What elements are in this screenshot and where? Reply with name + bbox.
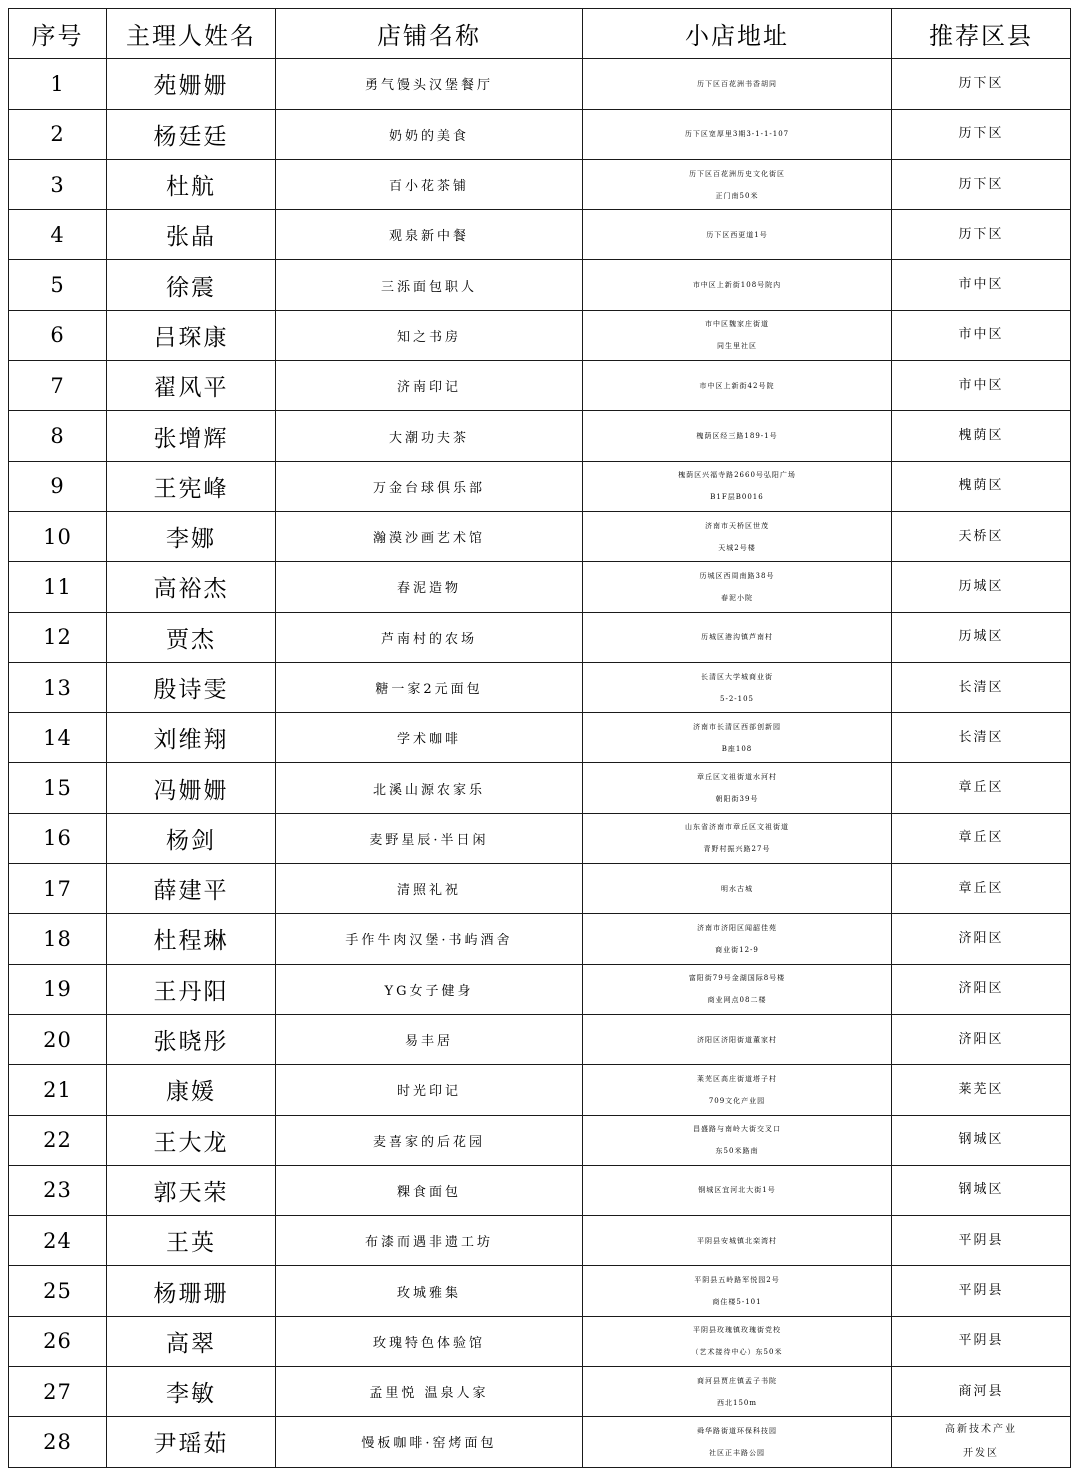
cell-serial-number: 10 xyxy=(9,511,107,561)
cell-shop-address xyxy=(583,1065,892,1115)
cell-serial-number: 4 xyxy=(9,210,107,260)
address-line: 西北150m xyxy=(717,1398,757,1407)
header-row xyxy=(9,9,1071,59)
cell-shop-address xyxy=(583,1014,892,1064)
cell-district xyxy=(892,511,1071,561)
address-line: 平阴县玫瑰镇玫瑰街党校 xyxy=(693,1326,781,1335)
cell-serial-number: 3 xyxy=(9,159,107,209)
cell-shop-address xyxy=(583,109,892,159)
district-line: 历城区 xyxy=(958,629,1004,645)
cell-district xyxy=(892,361,1071,411)
cell-shop-name: 芦南村的农场 xyxy=(276,612,583,662)
table-row xyxy=(9,914,1071,964)
address-line: 春泥小院 xyxy=(721,593,753,602)
table-row xyxy=(9,612,1071,662)
address-line: B座108 xyxy=(721,744,753,753)
cell-shop-name: 百小花茶铺 xyxy=(276,159,583,209)
table-row xyxy=(9,310,1071,360)
cell-shop-name: 勇气馒头汉堡餐厅 xyxy=(276,59,583,109)
address-line: 历下区百花洲书香胡同 xyxy=(697,79,777,88)
cell-shop-name: 观泉新中餐 xyxy=(276,210,583,260)
shop-list-table xyxy=(8,8,1071,1468)
cell-owner-name: 尹瑶茹 xyxy=(107,1417,276,1467)
cell-serial-number: 25 xyxy=(9,1266,107,1316)
cell-district xyxy=(892,562,1071,612)
cell-serial-number: 24 xyxy=(9,1216,107,1266)
district-line: 历下区 xyxy=(958,75,1004,91)
cell-shop-address xyxy=(583,1216,892,1266)
cell-shop-address xyxy=(583,1367,892,1417)
header-shop-name: 店铺名称 xyxy=(276,9,583,59)
header-serial-number: 序号 xyxy=(9,9,107,59)
address-line: 历城区港沟镇芦南村 xyxy=(701,633,773,642)
cell-owner-name: 刘维翔 xyxy=(107,713,276,763)
cell-serial-number: 12 xyxy=(9,612,107,662)
address-line: 济南市天桥区世茂 xyxy=(705,521,769,530)
cell-owner-name: 高裕杰 xyxy=(107,562,276,612)
cell-shop-name: 北溪山源农家乐 xyxy=(276,763,583,813)
cell-shop-name: 布漆而遇非遗工坊 xyxy=(276,1216,583,1266)
cell-serial-number: 1 xyxy=(9,59,107,109)
district-line: 历下区 xyxy=(958,176,1004,192)
table-row xyxy=(9,1367,1071,1417)
table-header xyxy=(9,9,1071,59)
address-line: B1F层B0016 xyxy=(710,493,764,502)
cell-shop-address xyxy=(583,1165,892,1215)
address-line: 社区正丰路公园 xyxy=(709,1448,765,1457)
address-line: 槐荫区兴福寺路2660号弘阳广场 xyxy=(678,471,796,480)
cell-district xyxy=(892,260,1071,310)
address-line: 莱芜区高庄街道塔子村 xyxy=(697,1074,777,1083)
cell-shop-address xyxy=(583,864,892,914)
district-line: 平阴县 xyxy=(958,1283,1004,1299)
address-line: （艺术接待中心）东50米 xyxy=(691,1348,783,1357)
district-line: 长清区 xyxy=(958,729,1004,745)
address-line: 商住楼5-101 xyxy=(712,1298,762,1307)
cell-shop-address xyxy=(583,310,892,360)
cell-district xyxy=(892,411,1071,461)
cell-serial-number: 17 xyxy=(9,864,107,914)
cell-owner-name: 杜航 xyxy=(107,159,276,209)
cell-shop-name: 三泺面包职人 xyxy=(276,260,583,310)
header-owner-name: 主理人姓名 xyxy=(107,9,276,59)
table-row xyxy=(9,713,1071,763)
address-line: 平阴县安城镇北栾湾村 xyxy=(697,1236,777,1245)
district-line: 历下区 xyxy=(958,226,1004,242)
address-line: 正门南50米 xyxy=(715,191,759,200)
cell-serial-number: 2 xyxy=(9,109,107,159)
cell-serial-number: 28 xyxy=(9,1417,107,1467)
cell-shop-name: 粿食面包 xyxy=(276,1165,583,1215)
table-body xyxy=(9,59,1071,1467)
cell-shop-name: 玫瑰特色体验馆 xyxy=(276,1316,583,1366)
cell-shop-address xyxy=(583,461,892,511)
cell-owner-name: 王宪峰 xyxy=(107,461,276,511)
cell-shop-address xyxy=(583,763,892,813)
district-line: 市中区 xyxy=(958,327,1004,343)
address-line: 历下区西更道1号 xyxy=(706,230,768,239)
cell-district xyxy=(892,109,1071,159)
cell-owner-name: 张晓彤 xyxy=(107,1014,276,1064)
cell-serial-number: 11 xyxy=(9,562,107,612)
cell-shop-address xyxy=(583,662,892,712)
district-line: 高新技术产业 xyxy=(945,1423,1017,1435)
cell-shop-name: 清照礼祝 xyxy=(276,864,583,914)
cell-serial-number: 9 xyxy=(9,461,107,511)
table-row xyxy=(9,109,1071,159)
cell-serial-number: 21 xyxy=(9,1065,107,1115)
cell-serial-number: 20 xyxy=(9,1014,107,1064)
cell-shop-address xyxy=(583,260,892,310)
cell-shop-name: 慢板咖啡·窑烤面包 xyxy=(276,1417,583,1467)
cell-shop-address xyxy=(583,411,892,461)
cell-owner-name: 张晶 xyxy=(107,210,276,260)
district-line: 莱芜区 xyxy=(958,1081,1004,1097)
district-line: 济阳区 xyxy=(958,981,1004,997)
cell-shop-address xyxy=(583,210,892,260)
cell-shop-name: 易丰居 xyxy=(276,1014,583,1064)
cell-shop-name: 春泥造物 xyxy=(276,562,583,612)
cell-shop-name: 知之书房 xyxy=(276,310,583,360)
table-row xyxy=(9,361,1071,411)
table-row xyxy=(9,1115,1071,1165)
table-row xyxy=(9,1316,1071,1366)
table-row xyxy=(9,1165,1071,1215)
district-line: 历下区 xyxy=(958,126,1004,142)
table-row xyxy=(9,964,1071,1014)
cell-shop-name: 麦喜家的后花园 xyxy=(276,1115,583,1165)
cell-shop-address xyxy=(583,59,892,109)
cell-owner-name: 殷诗雯 xyxy=(107,662,276,712)
cell-district xyxy=(892,59,1071,109)
cell-shop-name: 瀚漠沙画艺术馆 xyxy=(276,511,583,561)
cell-serial-number: 23 xyxy=(9,1165,107,1215)
cell-district xyxy=(892,210,1071,260)
cell-owner-name: 徐震 xyxy=(107,260,276,310)
address-line: 章丘区文祖街道水河村 xyxy=(697,773,777,782)
table-row xyxy=(9,59,1071,109)
cell-owner-name: 李娜 xyxy=(107,511,276,561)
district-line: 天桥区 xyxy=(958,528,1004,544)
table-row xyxy=(9,864,1071,914)
cell-serial-number: 26 xyxy=(9,1316,107,1366)
cell-serial-number: 15 xyxy=(9,763,107,813)
cell-owner-name: 王英 xyxy=(107,1216,276,1266)
cell-serial-number: 27 xyxy=(9,1367,107,1417)
cell-owner-name: 杨珊珊 xyxy=(107,1266,276,1316)
cell-district xyxy=(892,864,1071,914)
cell-shop-name: 万金台球俱乐部 xyxy=(276,461,583,511)
cell-serial-number: 13 xyxy=(9,662,107,712)
table-row xyxy=(9,411,1071,461)
cell-serial-number: 7 xyxy=(9,361,107,411)
address-line: 钢城区宜河北大街1号 xyxy=(698,1186,776,1195)
cell-district xyxy=(892,1417,1071,1467)
cell-owner-name: 杨剑 xyxy=(107,813,276,863)
district-line: 商河县 xyxy=(958,1383,1004,1399)
address-line: 槐荫区经三路189-1号 xyxy=(696,432,778,441)
cell-district xyxy=(892,914,1071,964)
cell-serial-number: 22 xyxy=(9,1115,107,1165)
cell-owner-name: 康媛 xyxy=(107,1065,276,1115)
cell-owner-name: 张增辉 xyxy=(107,411,276,461)
cell-district xyxy=(892,1115,1071,1165)
address-line: 济南市长清区西部创新园 xyxy=(693,722,781,731)
district-line: 长清区 xyxy=(958,679,1004,695)
cell-shop-address xyxy=(583,159,892,209)
cell-shop-address xyxy=(583,713,892,763)
cell-owner-name: 郭天荣 xyxy=(107,1165,276,1215)
address-line: 商河县贾庄镇孟子书院 xyxy=(697,1376,777,1385)
address-line: 朝阳街39号 xyxy=(715,795,759,804)
cell-district xyxy=(892,310,1071,360)
district-line: 章丘区 xyxy=(958,880,1004,896)
table-row xyxy=(9,260,1071,310)
cell-owner-name: 李敏 xyxy=(107,1367,276,1417)
cell-owner-name: 冯姗姗 xyxy=(107,763,276,813)
cell-owner-name: 王丹阳 xyxy=(107,964,276,1014)
cell-district xyxy=(892,159,1071,209)
address-line: 舜华路街道环保科技园 xyxy=(697,1426,777,1435)
cell-district xyxy=(892,461,1071,511)
cell-district xyxy=(892,1165,1071,1215)
address-line: 富阳街79号金湖国际8号楼 xyxy=(688,974,786,983)
address-line: 市中区上新街42号院 xyxy=(699,381,775,390)
cell-shop-address xyxy=(583,813,892,863)
table-row xyxy=(9,511,1071,561)
cell-shop-address xyxy=(583,964,892,1014)
cell-shop-name: 学术咖啡 xyxy=(276,713,583,763)
cell-serial-number: 16 xyxy=(9,813,107,863)
district-line: 开发区 xyxy=(963,1447,999,1459)
table-row xyxy=(9,159,1071,209)
district-line: 平阴县 xyxy=(958,1232,1004,1248)
table-row xyxy=(9,763,1071,813)
address-line: 商业网点08二楼 xyxy=(707,996,767,1005)
address-line: 平阴县五岭路军悦园2号 xyxy=(694,1276,780,1285)
table-row xyxy=(9,1216,1071,1266)
address-line: 历下区百花洲历史文化街区 xyxy=(689,169,785,178)
address-line: 青野村振兴路27号 xyxy=(703,845,771,854)
table-row xyxy=(9,461,1071,511)
table-row xyxy=(9,210,1071,260)
district-line: 市中区 xyxy=(958,277,1004,293)
cell-owner-name: 薛建平 xyxy=(107,864,276,914)
cell-district xyxy=(892,1367,1071,1417)
cell-district xyxy=(892,662,1071,712)
cell-owner-name: 苑姗姗 xyxy=(107,59,276,109)
address-line: 长清区大学城商业街 xyxy=(701,672,773,681)
cell-shop-address xyxy=(583,562,892,612)
cell-shop-name: 孟里悦 温泉人家 xyxy=(276,1367,583,1417)
cell-shop-address xyxy=(583,1316,892,1366)
cell-shop-name: 济南印记 xyxy=(276,361,583,411)
address-line: 济阳区济阳街道董家村 xyxy=(697,1035,777,1044)
district-line: 章丘区 xyxy=(958,830,1004,846)
address-line: 历下区宽厚里3期3-1-1-107 xyxy=(684,130,790,139)
cell-shop-address xyxy=(583,361,892,411)
table-row xyxy=(9,1266,1071,1316)
cell-district xyxy=(892,763,1071,813)
cell-serial-number: 5 xyxy=(9,260,107,310)
cell-owner-name: 杜程琳 xyxy=(107,914,276,964)
cell-district xyxy=(892,713,1071,763)
cell-owner-name: 高翠 xyxy=(107,1316,276,1366)
cell-owner-name: 王大龙 xyxy=(107,1115,276,1165)
cell-shop-name: 大潮功夫茶 xyxy=(276,411,583,461)
cell-shop-name: 时光印记 xyxy=(276,1065,583,1115)
district-line: 钢城区 xyxy=(958,1132,1004,1148)
cell-owner-name: 贾杰 xyxy=(107,612,276,662)
district-line: 平阴县 xyxy=(958,1333,1004,1349)
header-shop-address: 小店地址 xyxy=(583,9,892,59)
address-line: 市中区魏家庄街道 xyxy=(705,320,769,329)
address-line: 市中区上新街108号院内 xyxy=(692,281,782,290)
cell-serial-number: 8 xyxy=(9,411,107,461)
cell-shop-address xyxy=(583,1115,892,1165)
cell-owner-name: 翟风平 xyxy=(107,361,276,411)
address-line: 商业街12-9 xyxy=(715,945,759,954)
address-line: 709文化产业园 xyxy=(708,1096,766,1105)
cell-district xyxy=(892,1266,1071,1316)
cell-district xyxy=(892,1216,1071,1266)
district-line: 历城区 xyxy=(958,578,1004,594)
address-line: 昌盛路与南岭大街交叉口 xyxy=(693,1125,781,1134)
address-line: 山东省济南市章丘区文祖街道 xyxy=(685,823,789,832)
table-row xyxy=(9,662,1071,712)
header-district: 推荐区县 xyxy=(892,9,1071,59)
table-row xyxy=(9,562,1071,612)
address-line: 东50米路南 xyxy=(715,1147,759,1156)
address-line: 明水古城 xyxy=(721,884,753,893)
table-row xyxy=(9,1014,1071,1064)
cell-shop-address xyxy=(583,914,892,964)
cell-shop-name: 麦野星辰·半日闲 xyxy=(276,813,583,863)
cell-district xyxy=(892,1316,1071,1366)
cell-district xyxy=(892,813,1071,863)
cell-serial-number: 14 xyxy=(9,713,107,763)
district-line: 章丘区 xyxy=(958,780,1004,796)
cell-serial-number: 18 xyxy=(9,914,107,964)
table-row xyxy=(9,1065,1071,1115)
address-line: 天城2号楼 xyxy=(718,543,756,552)
cell-district xyxy=(892,1014,1071,1064)
district-line: 钢城区 xyxy=(958,1182,1004,1198)
cell-shop-name: 手作牛肉汉堡·书屿酒舍 xyxy=(276,914,583,964)
district-line: 济阳区 xyxy=(958,1031,1004,1047)
address-line: 同生里社区 xyxy=(717,342,757,351)
cell-shop-name: YG女子健身 xyxy=(276,964,583,1014)
table-row xyxy=(9,813,1071,863)
cell-serial-number: 19 xyxy=(9,964,107,1014)
address-line: 济南市济阳区闻韶佳苑 xyxy=(697,923,777,932)
cell-shop-name: 奶奶的美食 xyxy=(276,109,583,159)
cell-owner-name: 吕琛康 xyxy=(107,310,276,360)
district-line: 市中区 xyxy=(958,377,1004,393)
cell-serial-number: 6 xyxy=(9,310,107,360)
district-line: 济阳区 xyxy=(958,930,1004,946)
cell-shop-name: 糖一家2元面包 xyxy=(276,662,583,712)
district-line: 槐荫区 xyxy=(958,428,1004,444)
table-row xyxy=(9,1417,1071,1467)
cell-district xyxy=(892,1065,1071,1115)
address-line: 5-2-105 xyxy=(720,694,754,703)
address-line: 历城区西周南路38号 xyxy=(699,571,775,580)
cell-shop-address xyxy=(583,1417,892,1467)
cell-shop-address xyxy=(583,511,892,561)
cell-district xyxy=(892,612,1071,662)
district-line: 槐荫区 xyxy=(958,478,1004,494)
cell-shop-name: 玫城雅集 xyxy=(276,1266,583,1316)
cell-shop-address xyxy=(583,1266,892,1316)
cell-district xyxy=(892,964,1071,1014)
cell-shop-address xyxy=(583,612,892,662)
cell-owner-name: 杨廷廷 xyxy=(107,109,276,159)
